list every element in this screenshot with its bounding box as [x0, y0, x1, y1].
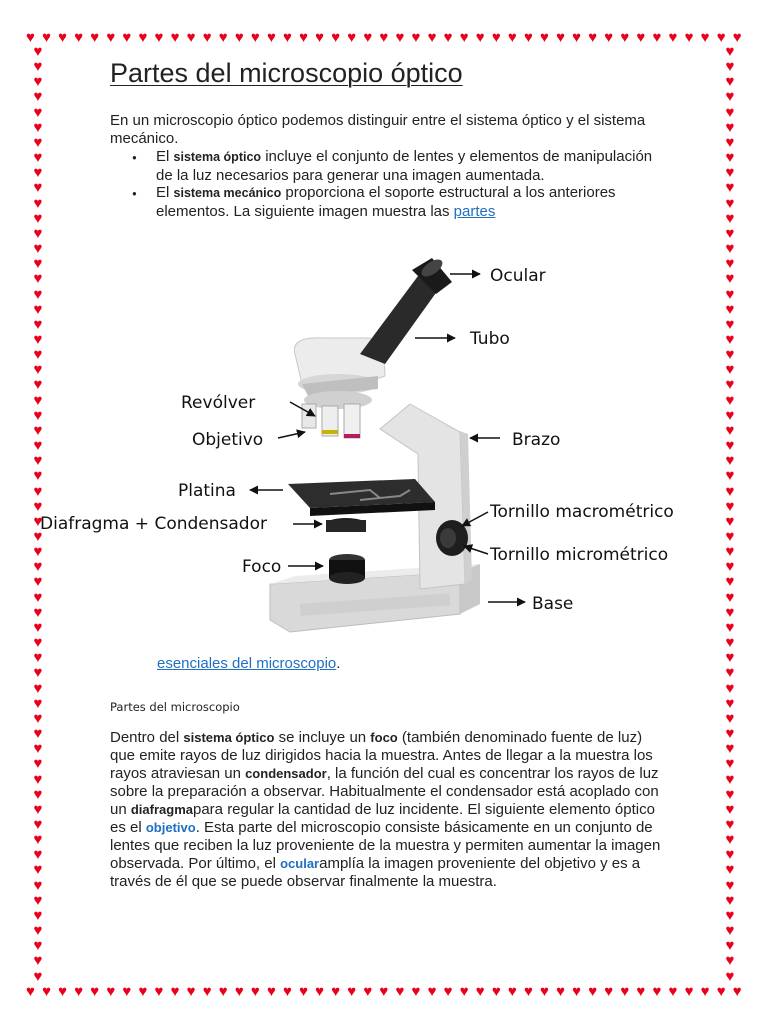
heart-icon: ♥: [33, 831, 43, 849]
heart-icon: ♥: [725, 679, 735, 697]
microscope-eyepiece: [360, 256, 452, 364]
heart-icon: ♥: [725, 891, 735, 909]
heart-icon: ♥: [725, 755, 735, 773]
heart-icon: ♥: [266, 983, 276, 1000]
heart-icon: ♥: [700, 983, 710, 1000]
heart-icon: ♥: [33, 482, 43, 500]
heart-icon: ♥: [26, 983, 35, 1000]
heart-icon: ♥: [33, 679, 43, 697]
heart-icon: ♥: [33, 376, 43, 394]
heart-icon: ♥: [588, 983, 598, 1000]
page-title: Partes del microscopio óptico: [110, 58, 463, 88]
heart-icon: ♥: [106, 983, 116, 1000]
heart-icon: ♥: [33, 740, 43, 758]
list-item: ● El sistema mecánico proporciona el soporte estructural a los anteriores elementos. La siguiente imagen muestra las partes: [110, 184, 658, 220]
microscope-stage: [288, 479, 435, 516]
heart-icon: ♥: [33, 44, 43, 60]
partes-link[interactable]: partes: [453, 202, 496, 220]
heart-icon: ♥: [33, 512, 43, 530]
heart-icon: ♥: [33, 755, 43, 773]
heart-icon: ♥: [725, 512, 735, 530]
heart-icon: ♥: [33, 937, 43, 955]
heart-icon: ♥: [572, 983, 582, 1000]
label-diafragma-condensador: Diafragma + Condensador: [40, 514, 267, 534]
heart-icon: ♥: [725, 103, 735, 121]
heart-icon: ♥: [725, 330, 735, 348]
esenciales-link[interactable]: esenciales del microscopio: [157, 655, 337, 672]
heart-icon: ♥: [725, 618, 735, 636]
heart-icon: ♥: [33, 58, 43, 76]
heart-icon: ♥: [33, 573, 43, 591]
heart-icon: ♥: [725, 846, 735, 864]
heart-icon: ♥: [700, 29, 710, 46]
heart-icon: ♥: [725, 406, 735, 424]
heart-icon: ♥: [572, 29, 582, 46]
heart-icon: ♥: [33, 876, 43, 894]
document-page: [110, 58, 658, 220]
heart-icon: ♥: [732, 29, 742, 46]
heart-icon: ♥: [725, 315, 735, 333]
heart-icon: ♥: [725, 815, 735, 833]
heart-icon: ♥: [725, 118, 735, 136]
heart-icon: ♥: [33, 133, 43, 151]
heart-icon: ♥: [725, 952, 735, 970]
heart-icon: ♥: [523, 983, 533, 1000]
heart-icon: ♥: [475, 983, 485, 1000]
heart-icon: ♥: [315, 29, 325, 46]
heart-icon: ♥: [283, 983, 292, 1000]
heart-icon: ♥: [725, 937, 735, 955]
heart-icon: ♥: [725, 876, 735, 894]
heart-icon: ♥: [725, 58, 735, 76]
heart-icon: ♥: [507, 983, 517, 1000]
heart-icon: ♥: [250, 983, 260, 1000]
heart-icon: ♥: [725, 649, 735, 667]
heart-icon: ♥: [725, 497, 735, 515]
heart-icon: ♥: [725, 906, 735, 924]
label-brazo: Brazo: [512, 430, 561, 450]
heart-icon: ♥: [218, 29, 228, 46]
heart-icon: ♥: [491, 983, 501, 1000]
heart-icon: ♥: [725, 133, 735, 151]
heart-icon: ♥: [725, 725, 735, 743]
heart-icon: ♥: [33, 694, 43, 712]
heart-icon: ♥: [74, 29, 84, 46]
heart-icon: ♥: [33, 815, 43, 833]
heart-icon: ♥: [620, 29, 630, 46]
heart-icon: ♥: [604, 29, 614, 46]
heart-icon: ♥: [33, 194, 43, 212]
heart-icon: ♥: [725, 391, 735, 409]
heart-icon: ♥: [33, 118, 43, 136]
heart-icon: ♥: [33, 240, 43, 258]
microscope-light: [329, 554, 365, 584]
heart-icon: ♥: [725, 240, 735, 258]
heart-icon: ♥: [33, 88, 43, 106]
label-tornillo-macrometrico: Tornillo macrométrico: [490, 502, 674, 522]
heart-icon: ♥: [725, 421, 735, 439]
heart-icon: ♥: [725, 967, 735, 984]
heart-icon: ♥: [347, 983, 357, 1000]
border-bottom: [26, 982, 742, 1002]
heart-icon: ♥: [636, 29, 646, 46]
intro-paragraph: En un microscopio óptico podemos distinguir entre el sistema óptico y el sistema mecánico.: [110, 112, 646, 147]
heart-icon: ♥: [725, 452, 735, 470]
heart-icon: ♥: [74, 983, 84, 1000]
heart-icon: ♥: [395, 983, 405, 1000]
heart-icon: ♥: [459, 983, 469, 1000]
heart-icon: ♥: [732, 983, 742, 1000]
heart-icon: ♥: [716, 983, 726, 1000]
heart-icon: ♥: [33, 391, 43, 409]
heart-icon: ♥: [684, 29, 694, 46]
heart-icon: ♥: [411, 29, 421, 46]
heart-icon: ♥: [725, 467, 735, 485]
heart-icon: ♥: [668, 983, 678, 1000]
heart-icon: ♥: [443, 983, 453, 1000]
heart-icon: ♥: [33, 452, 43, 470]
heart-icon: ♥: [725, 558, 735, 576]
heart-icon: ♥: [299, 983, 308, 1000]
heart-icon: ♥: [725, 88, 735, 106]
heart-icon: ♥: [620, 983, 630, 1000]
heart-icon: ♥: [556, 29, 565, 46]
label-tornillo-micrometrico: Tornillo micrométrico: [490, 545, 669, 565]
heart-icon: ♥: [90, 29, 100, 46]
heart-icon: ♥: [42, 29, 51, 46]
heart-icon: ♥: [33, 437, 43, 455]
microscope-diagram: [40, 254, 740, 644]
heart-icon: ♥: [33, 179, 43, 197]
heart-icon: ♥: [684, 983, 694, 1000]
heart-icon: ♥: [234, 29, 244, 46]
heart-icon: ♥: [33, 361, 43, 379]
heart-icon: ♥: [33, 558, 43, 576]
label-revolver: Revólver: [181, 393, 256, 413]
heart-icon: ♥: [725, 573, 735, 591]
heart-icon: ♥: [33, 543, 43, 561]
heart-icon: ♥: [33, 497, 43, 515]
heart-icon: ♥: [283, 29, 292, 46]
heart-icon: ♥: [652, 983, 662, 1000]
heart-icon: ♥: [33, 922, 43, 940]
heart-icon: ♥: [725, 634, 735, 652]
heart-icon: ♥: [33, 861, 43, 879]
heart-icon: ♥: [33, 709, 43, 727]
heart-icon: ♥: [725, 44, 735, 60]
heart-icon: ♥: [138, 29, 148, 46]
heart-icon: ♥: [33, 891, 43, 909]
heart-icon: ♥: [26, 29, 35, 46]
heart-icon: ♥: [33, 73, 43, 91]
heart-icon: ♥: [725, 861, 735, 879]
heart-icon: ♥: [90, 983, 100, 1000]
heart-icon: ♥: [347, 29, 357, 46]
heart-icon: ♥: [33, 618, 43, 636]
heart-icon: ♥: [725, 543, 735, 561]
heart-icon: ♥: [122, 29, 132, 46]
heart-icon: ♥: [266, 29, 276, 46]
body-paragraph: Dentro del sistema óptico se incluye un foco (también denominado fuente de luz) que emite rayos de luz dirigidos hacia la muestra. Antes de llegar a la muestra los rayos atraviesan un condensador, la función del cual es concentrar los rayos de luz sobre la preparación a observar. Habitualmente el condensador está acoplado con un diafragmapara regular la cantidad de luz incidente. El siguiente elemento óptico es el objetivo. Esta parte del microscopio consiste básicamente en un conjunto de lentes que reciben la luz proveniente de la muestra y permiten aumentar la imagen observada. Por último, el ocularamplía la imagen proveniente del objetivo y es a través de él que se puede observar finalmente la muestra.: [110, 729, 661, 890]
heart-icon: ♥: [725, 361, 735, 379]
heart-icon: ♥: [725, 664, 735, 682]
heart-icon: ♥: [411, 983, 421, 1000]
heart-icon: ♥: [725, 831, 735, 849]
heart-icon: ♥: [186, 983, 196, 1000]
microscope-condenser: [326, 518, 366, 532]
heart-icon: ♥: [725, 300, 735, 318]
heart-icon: ♥: [523, 29, 533, 46]
heart-icon: ♥: [725, 603, 735, 621]
heart-icon: ♥: [668, 29, 678, 46]
heart-icon: ♥: [725, 149, 735, 167]
heart-icon: ♥: [725, 922, 735, 940]
heart-icon: ♥: [540, 29, 549, 46]
heart-icon: ♥: [33, 164, 43, 182]
heart-icon: ♥: [33, 588, 43, 606]
heart-icon: ♥: [33, 785, 43, 803]
heart-icon: ♥: [33, 149, 43, 167]
heart-icon: ♥: [725, 194, 735, 212]
heart-icon: ♥: [725, 785, 735, 803]
heart-icon: ♥: [475, 29, 485, 46]
heart-icon: ♥: [379, 983, 389, 1000]
heart-icon: ♥: [725, 740, 735, 758]
heart-icon: ♥: [443, 29, 453, 46]
bullet-list: [110, 148, 658, 220]
heart-icon: ♥: [33, 800, 43, 818]
heart-icon: ♥: [725, 285, 735, 303]
heart-icon: ♥: [331, 29, 341, 46]
heart-icon: ♥: [725, 588, 735, 606]
label-ocular: Ocular: [490, 266, 546, 286]
heart-icon: ♥: [138, 983, 148, 1000]
heart-icon: ♥: [725, 255, 735, 273]
heart-icon: ♥: [725, 224, 735, 242]
list-item: ● El sistema óptico incluye el conjunto de lentes y elementos de manipulación de la luz necesarios para generar una imagen aumentada.: [110, 148, 658, 184]
heart-icon: ♥: [725, 800, 735, 818]
heart-icon: ♥: [250, 29, 260, 46]
heart-icon: ♥: [725, 376, 735, 394]
label-foco: Foco: [242, 557, 282, 577]
heart-icon: ♥: [58, 983, 68, 1000]
heart-icon: ♥: [459, 29, 469, 46]
heart-icon: ♥: [725, 694, 735, 712]
heart-icon: ♥: [33, 346, 43, 364]
heart-icon: ♥: [725, 73, 735, 91]
heart-icon: ♥: [33, 224, 43, 242]
heart-icon: ♥: [315, 983, 325, 1000]
heart-icon: ♥: [33, 649, 43, 667]
heart-icon: ♥: [604, 983, 614, 1000]
heart-icon: ♥: [725, 346, 735, 364]
heart-icon: ♥: [725, 709, 735, 727]
label-tubo: Tubo: [470, 329, 510, 349]
heart-icon: ♥: [652, 29, 662, 46]
heart-icon: ♥: [42, 983, 51, 1000]
heart-icon: ♥: [716, 29, 726, 46]
heart-icon: ♥: [122, 983, 132, 1000]
heart-icon: ♥: [202, 29, 212, 46]
heart-icon: ♥: [395, 29, 405, 46]
heart-icon: ♥: [234, 983, 244, 1000]
heart-icon: ♥: [725, 437, 735, 455]
heart-icon: ♥: [33, 270, 43, 288]
heart-icon: ♥: [33, 330, 43, 348]
heart-icon: ♥: [725, 270, 735, 288]
label-base: Base: [532, 594, 574, 614]
heart-icon: ♥: [106, 29, 116, 46]
heart-icon: ♥: [725, 164, 735, 182]
heart-icon: ♥: [725, 482, 735, 500]
heart-icon: ♥: [33, 528, 43, 545]
heart-icon: ♥: [33, 725, 43, 743]
heart-icon: ♥: [170, 29, 180, 46]
heart-icon: ♥: [556, 983, 565, 1000]
heart-icon: ♥: [299, 29, 308, 46]
heart-icon: ♥: [725, 179, 735, 197]
heart-icon: ♥: [33, 770, 43, 788]
heart-icon: ♥: [507, 29, 517, 46]
heart-icon: ♥: [33, 634, 43, 652]
heart-icon: ♥: [33, 300, 43, 318]
heart-icon: ♥: [33, 967, 43, 984]
heart-icon: ♥: [170, 983, 180, 1000]
heart-icon: ♥: [588, 29, 598, 46]
label-objetivo: Objetivo: [192, 430, 264, 450]
heart-icon: ♥: [218, 983, 228, 1000]
heart-icon: ♥: [331, 983, 341, 1000]
heart-icon: ♥: [33, 209, 43, 227]
heart-icon: ♥: [154, 29, 164, 46]
heart-icon: ♥: [725, 528, 735, 545]
heart-icon: ♥: [33, 406, 43, 424]
heart-icon: ♥: [379, 29, 389, 46]
heart-icon: ♥: [33, 103, 43, 121]
heart-icon: ♥: [33, 664, 43, 682]
heart-icon: ♥: [491, 29, 501, 46]
figure-caption: Partes del microscopio: [110, 700, 240, 714]
caption-continuation: esenciales del microscopio.: [157, 655, 341, 672]
heart-icon: ♥: [33, 421, 43, 439]
border-top: [26, 28, 742, 48]
heart-icon: ♥: [33, 603, 43, 621]
heart-icon: ♥: [33, 467, 43, 485]
label-platina: Platina: [178, 481, 236, 501]
heart-icon: ♥: [636, 983, 646, 1000]
heart-icon: ♥: [725, 770, 735, 788]
heart-icon: ♥: [427, 29, 437, 46]
heart-icon: ♥: [33, 255, 43, 273]
heart-icon: ♥: [202, 983, 212, 1000]
heart-icon: ♥: [540, 983, 549, 1000]
heart-icon: ♥: [33, 285, 43, 303]
heart-icon: ♥: [33, 846, 43, 864]
heart-icon: ♥: [427, 983, 437, 1000]
heart-icon: ♥: [33, 952, 43, 970]
heart-icon: ♥: [33, 315, 43, 333]
heart-icon: ♥: [154, 983, 164, 1000]
heart-icon: ♥: [58, 29, 68, 46]
heart-icon: ♥: [363, 29, 373, 46]
heart-icon: ♥: [363, 983, 373, 1000]
heart-icon: ♥: [725, 209, 735, 227]
heart-icon: ♥: [186, 29, 196, 46]
heart-icon: ♥: [33, 906, 43, 924]
